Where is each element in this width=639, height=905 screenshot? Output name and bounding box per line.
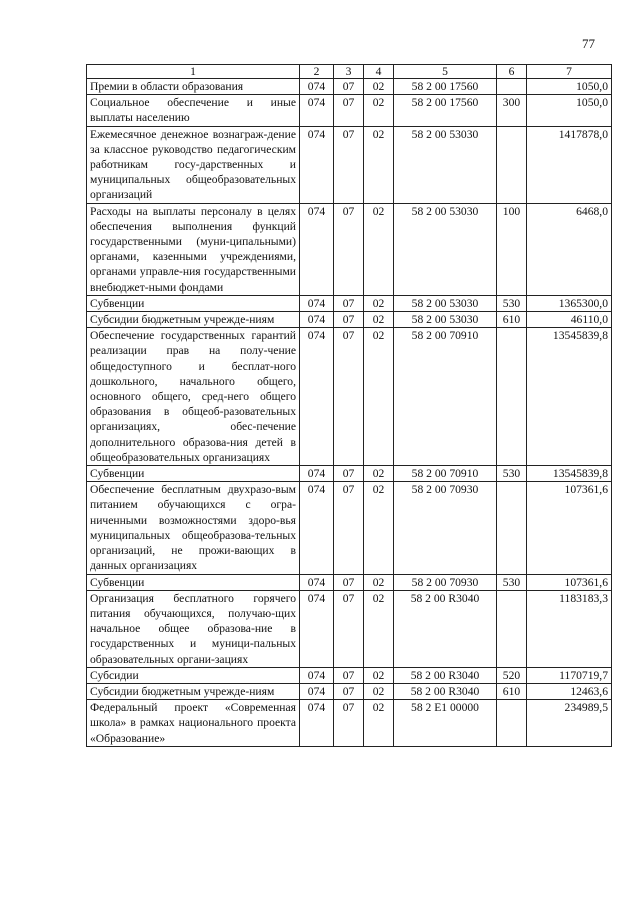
header-cell: 5: [394, 65, 497, 79]
table-row: [87, 683, 612, 699]
table-header-row: [87, 65, 612, 79]
table-body: [87, 79, 612, 747]
table-row: [87, 466, 612, 482]
target-article-cell: 58 2 00 70930: [394, 482, 497, 574]
subsection-cell: 02: [364, 328, 394, 466]
section-cell: 07: [334, 79, 364, 95]
subsection-cell: 02: [364, 95, 394, 126]
subsection-cell: 02: [364, 466, 394, 482]
amount-cell: 107361,6: [527, 574, 612, 590]
row-name-cell: Премии в области образования: [87, 79, 300, 95]
target-article-cell: 58 2 00 R3040: [394, 667, 497, 683]
section-cell: 07: [334, 482, 364, 574]
admin-code-cell: 074: [300, 295, 334, 311]
row-name-cell: Федеральный проект «Современная школа» в рамках национального проекта «Образование»: [87, 700, 300, 747]
amount-cell: 1170719,7: [527, 667, 612, 683]
table-row: [87, 312, 612, 328]
amount-cell: 1365300,0: [527, 295, 612, 311]
header-cell: 6: [497, 65, 527, 79]
table-row: [87, 126, 612, 203]
target-article-cell: 58 2 00 70910: [394, 466, 497, 482]
header-cell: 2: [300, 65, 334, 79]
header-cell: 7: [527, 65, 612, 79]
section-cell: 07: [334, 574, 364, 590]
header-cell: 1: [87, 65, 300, 79]
admin-code-cell: 074: [300, 328, 334, 466]
row-name-cell: Обеспечение государственных гарантий реализации прав на полу-чение общедоступного и бесплат-ного дошкольного, начального общего, основного общего, сред-него общего образования в общеоб-разовательных организациях, обес-печение дополнительного образова-ния детей в общеобразовательных организациях: [87, 328, 300, 466]
target-article-cell: 58 2 00 70930: [394, 574, 497, 590]
budget-table: [86, 64, 612, 747]
target-article-cell: 58 2 00 R3040: [394, 683, 497, 699]
target-article-cell: 58 2 00 17560: [394, 79, 497, 95]
admin-code-cell: 074: [300, 95, 334, 126]
expense-type-cell: [497, 328, 527, 466]
row-name-cell: Ежемесячное денежное вознаграж-дение за классное руководство педагогическим работникам госу-дарственных и муниципальных общеобразовательных организаций: [87, 126, 300, 203]
subsection-cell: 02: [364, 482, 394, 574]
admin-code-cell: 074: [300, 590, 334, 667]
expense-type-cell: 530: [497, 295, 527, 311]
admin-code-cell: 074: [300, 700, 334, 747]
section-cell: 07: [334, 700, 364, 747]
amount-cell: 1183183,3: [527, 590, 612, 667]
section-cell: 07: [334, 312, 364, 328]
expense-type-cell: 100: [497, 203, 527, 295]
section-cell: 07: [334, 126, 364, 203]
table-row: [87, 700, 612, 747]
section-cell: 07: [334, 667, 364, 683]
admin-code-cell: 074: [300, 683, 334, 699]
header-cell: 3: [334, 65, 364, 79]
header-cell: 4: [364, 65, 394, 79]
expense-type-cell: [497, 590, 527, 667]
amount-cell: 13545839,8: [527, 466, 612, 482]
section-cell: 07: [334, 683, 364, 699]
subsection-cell: 02: [364, 126, 394, 203]
amount-cell: 46110,0: [527, 312, 612, 328]
target-article-cell: 58 2 00 53030: [394, 126, 497, 203]
target-article-cell: 58 2 00 53030: [394, 295, 497, 311]
section-cell: 07: [334, 466, 364, 482]
amount-cell: 234989,5: [527, 700, 612, 747]
row-name-cell: Субсидии бюджетным учрежде-ниям: [87, 683, 300, 699]
table-row: [87, 590, 612, 667]
subsection-cell: 02: [364, 667, 394, 683]
row-name-cell: Обеспечение бесплатным двухразо-вым питанием обучающихся с огра-ниченными возможностями здоро-вья муниципальных общеобразова-тельных организаций, не прожи-вающих в данных организациях: [87, 482, 300, 574]
admin-code-cell: 074: [300, 482, 334, 574]
subsection-cell: 02: [364, 295, 394, 311]
row-name-cell: Организация бесплатного горячего питания обучающихся, получаю-щих начальное общее образова-ние в государственных и муници-пальных образовательных органи-зациях: [87, 590, 300, 667]
target-article-cell: 58 2 00 53030: [394, 312, 497, 328]
table-row: [87, 667, 612, 683]
subsection-cell: 02: [364, 312, 394, 328]
table-row: [87, 328, 612, 466]
expense-type-cell: 530: [497, 466, 527, 482]
admin-code-cell: 074: [300, 466, 334, 482]
admin-code-cell: 074: [300, 667, 334, 683]
target-article-cell: 58 2 00 70910: [394, 328, 497, 466]
row-name-cell: Субсидии бюджетным учрежде-ниям: [87, 312, 300, 328]
section-cell: 07: [334, 328, 364, 466]
section-cell: 07: [334, 295, 364, 311]
page-number: 77: [582, 36, 595, 51]
subsection-cell: 02: [364, 203, 394, 295]
table-row: [87, 295, 612, 311]
target-article-cell: 58 2 E1 00000: [394, 700, 497, 747]
row-name-cell: Социальное обеспечение и иные выплаты населению: [87, 95, 300, 126]
expense-type-cell: 520: [497, 667, 527, 683]
table-row: [87, 95, 612, 126]
expense-type-cell: [497, 79, 527, 95]
amount-cell: 107361,6: [527, 482, 612, 574]
target-article-cell: 58 2 00 53030: [394, 203, 497, 295]
expense-type-cell: 530: [497, 574, 527, 590]
admin-code-cell: 074: [300, 126, 334, 203]
expense-type-cell: [497, 700, 527, 747]
amount-cell: 12463,6: [527, 683, 612, 699]
expense-type-cell: 300: [497, 95, 527, 126]
admin-code-cell: 074: [300, 203, 334, 295]
row-name-cell: Субвенции: [87, 466, 300, 482]
target-article-cell: 58 2 00 17560: [394, 95, 497, 126]
subsection-cell: 02: [364, 700, 394, 747]
row-name-cell: Субсидии: [87, 667, 300, 683]
section-cell: 07: [334, 590, 364, 667]
table-row: [87, 574, 612, 590]
subsection-cell: 02: [364, 79, 394, 95]
section-cell: 07: [334, 203, 364, 295]
row-name-cell: Субвенции: [87, 574, 300, 590]
table-row: [87, 79, 612, 95]
table-row: [87, 203, 612, 295]
admin-code-cell: 074: [300, 79, 334, 95]
row-name-cell: Субвенции: [87, 295, 300, 311]
amount-cell: 6468,0: [527, 203, 612, 295]
amount-cell: 1417878,0: [527, 126, 612, 203]
subsection-cell: 02: [364, 590, 394, 667]
target-article-cell: 58 2 00 R3040: [394, 590, 497, 667]
section-cell: 07: [334, 95, 364, 126]
admin-code-cell: 074: [300, 312, 334, 328]
subsection-cell: 02: [364, 574, 394, 590]
subsection-cell: 02: [364, 683, 394, 699]
amount-cell: 1050,0: [527, 79, 612, 95]
expense-type-cell: 610: [497, 683, 527, 699]
row-name-cell: Расходы на выплаты персоналу в целях обеспечения выполнения функций государственными (муни-ципальными) органами, казенными учреждениями, органами управле-ния государственными внебюджет-ными фондами: [87, 203, 300, 295]
amount-cell: 1050,0: [527, 95, 612, 126]
expense-type-cell: 610: [497, 312, 527, 328]
admin-code-cell: 074: [300, 574, 334, 590]
expense-type-cell: [497, 482, 527, 574]
expense-type-cell: [497, 126, 527, 203]
amount-cell: 13545839,8: [527, 328, 612, 466]
table-row: [87, 482, 612, 574]
